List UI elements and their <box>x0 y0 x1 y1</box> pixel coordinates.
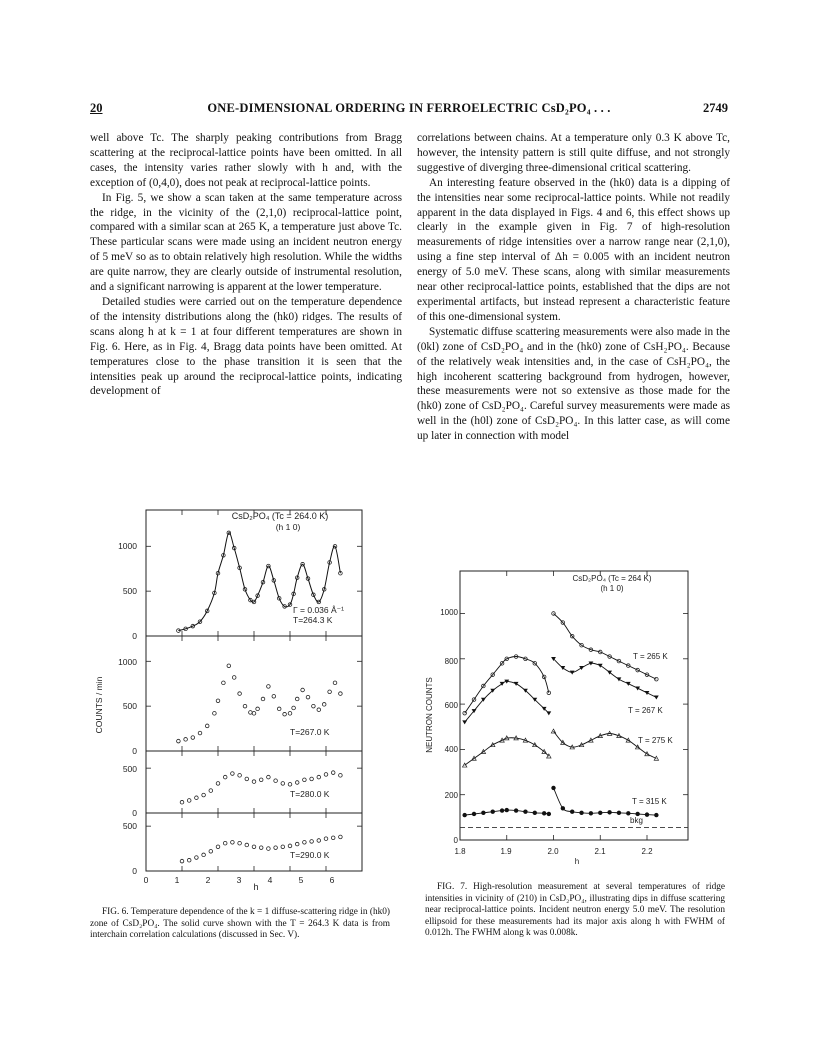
fig6-x-tick: 1 <box>174 875 180 885</box>
fig7-series-label: T = 265 K <box>633 652 668 661</box>
fig6-data-point <box>301 688 305 692</box>
fig7-data-point <box>514 682 519 686</box>
fig6-data-point <box>310 777 314 781</box>
fig6-data-point <box>213 712 217 716</box>
fig7-data-point <box>462 720 467 724</box>
fig6-temp-label: T=290.0 K <box>290 850 330 860</box>
fig6-data-point <box>288 782 292 786</box>
fig7-series-label: T = 267 K <box>628 706 663 715</box>
fig6-data-point <box>245 777 249 781</box>
fig6-data-point <box>339 692 343 696</box>
fig6-data-point <box>261 697 265 701</box>
fig6-data-point <box>177 739 181 743</box>
paragraph: In Fig. 5, we show a scan taken at the same temperature across the ridge, in the vicinity of the (2,1,0) reciprocal-lattice point, compared with a similar scan at 265 K, a temperature just above Tc. These particular scans were made using an incident neutron energy of 5 meV so as to obtain relatively high resolution. While the widths are quite narrow, they are clearly outside of instrumental resolution, and a significant narrowing is apparent at the lower temperature. <box>90 191 402 294</box>
fig6-data-point <box>245 843 249 847</box>
fig7-data-point <box>617 811 621 815</box>
fig6-data-point <box>202 853 206 857</box>
fig7-data-point <box>472 812 476 816</box>
fig6-data-point <box>317 839 321 843</box>
fig6-data-point <box>295 781 299 785</box>
fig7-series-label: bkg <box>630 816 643 825</box>
fig6-data-point <box>216 845 220 849</box>
fig6-data-point <box>317 775 321 779</box>
fig7-y-tick: 200 <box>444 791 458 800</box>
fig7-ylabel: NEUTRON COUNTS <box>425 677 434 753</box>
fig6-y-tick: 0 <box>132 631 137 641</box>
fig6-data-point <box>292 706 296 710</box>
fig6-data-point <box>202 793 206 797</box>
fig6-data-point <box>243 704 247 708</box>
fig6-data-point <box>231 772 235 776</box>
fig7-data-point <box>579 666 584 670</box>
fig6-data-point <box>324 773 328 777</box>
fig6-xlabel: h <box>253 882 259 892</box>
fig7-series-label: T = 315 K <box>632 797 667 806</box>
fig7-x-tick: 2.0 <box>547 847 559 856</box>
fig7-data-point <box>626 811 630 815</box>
fig6-data-point <box>267 775 271 779</box>
fig7-y-tick: 800 <box>444 657 458 666</box>
fig7-x-tick: 1.9 <box>500 847 512 856</box>
fig6-data-point <box>339 774 343 778</box>
fig6-data-point <box>238 692 242 696</box>
fig6-data-point <box>256 707 260 711</box>
fig6-data-point <box>216 782 220 786</box>
fig7-series-curve <box>465 738 549 766</box>
fig6-data-point <box>227 664 231 668</box>
paragraph: well above Tc. The sharply peaking contributions from Bragg scattering at the reciprocal-lattice points have been omitted. In all cases, the intensity varies rather slowly with h and, with the exception of (0,4,0), does not peak at reciprocal-lattice points. <box>90 132 402 189</box>
fig7-data-point <box>491 809 495 813</box>
fig7-data-point <box>533 811 537 815</box>
fig6-data-point <box>187 858 191 862</box>
fig6-x-tick: 2 <box>205 875 211 885</box>
fig6-y-tick: 0 <box>132 866 137 876</box>
fig7-y-tick: 600 <box>444 701 458 710</box>
fig6-y-tick: 500 <box>122 701 137 711</box>
fig6-x-tick: 5 <box>298 875 304 885</box>
fig7-data-point <box>635 686 640 690</box>
fig6-x-tick: 3 <box>236 875 242 885</box>
fig6-data-point <box>249 711 253 715</box>
fig6-subtitle: (h 1 0) <box>275 522 301 532</box>
fig7-data-point <box>546 711 551 715</box>
fig7-data-point <box>598 664 603 668</box>
fig6-data-point <box>267 847 271 851</box>
fig6-data-point <box>209 849 213 853</box>
fig7-data-point <box>617 677 622 681</box>
fig6-data-point <box>283 712 287 716</box>
fig6-data-point <box>259 778 263 782</box>
fig6-y-tick: 0 <box>132 746 137 756</box>
fig6-y-tick: 500 <box>122 586 137 596</box>
fig6-data-point <box>295 842 299 846</box>
fig6-data-point <box>328 690 332 694</box>
fig7-data-point <box>626 682 631 686</box>
fig6-temp-label: T=280.0 K <box>290 789 330 799</box>
fig7-title: CsD₂PO₄ (Tc = 264 K) <box>572 574 652 583</box>
fig6-data-point <box>333 681 337 685</box>
fig6-temp-label: T=264.3 K <box>293 615 333 625</box>
caption-text: FIG. 6. Temperature dependence of the k = 1 diffuse-scattering ridge in (hk0) zone of CsD₂PO₄. The solid curve shown with the T = 264.3 K data is from interchain correlation calculations (discussed in Sec. V). <box>90 907 390 941</box>
fig6-y-tick: 500 <box>122 764 137 774</box>
fig6-title: CsD₂PO₄ (Tc = 264.0 K) <box>231 511 329 521</box>
fig6-data-point <box>180 859 184 863</box>
fig6-data-point <box>252 780 256 784</box>
paragraph: correlations between chains. At a temperature only 0.3 K above Tc, however, the intensity pattern is still quite diffuse, and not strongly suggestive of diverging three-dimensional critical scattering. <box>417 132 730 174</box>
fig6-data-point <box>195 796 199 800</box>
paragraph: An interesting feature observed in the (hk0) data is a dipping of the intensities near some reciprocal-lattice points. While not readily apparent in the data displayed in Figs. 4 and 6, this effect shows up clearly in the example given in Fig. 7 of high-resolution measurements of ridge intensities over a narrow range near (2,1,0), using a fine step interval of Δh = 0.005 with an incident neutron energy of 5.0 meV. These scans, along with similar measurements near other reciprocal-lattice points, established that the dips are not experimental artifacts, but instead represent a characteristic feature of this one-dimensional system. <box>417 176 730 323</box>
fig6-data-point <box>238 774 242 778</box>
fig6-data-point <box>191 736 195 740</box>
fig7-data-point <box>570 809 574 813</box>
fig6-x-tick: 6 <box>329 875 335 885</box>
fig6-data-point <box>198 731 202 735</box>
fig6-data-point <box>205 724 209 728</box>
fig6-data-point <box>195 856 199 860</box>
fig6-y-tick: 500 <box>122 821 137 831</box>
fig6-data-point <box>272 694 276 698</box>
page-number: 20 <box>90 101 103 115</box>
fig6-data-point <box>331 771 335 775</box>
fig6-x-tick: 0 <box>143 875 149 885</box>
fig6-data-point <box>222 681 226 685</box>
figure-7-chart <box>420 565 725 873</box>
fig6-data-point <box>339 835 343 839</box>
fig7-series-curve <box>554 659 657 698</box>
fig6-data-point <box>288 712 292 716</box>
fig6-data-point <box>259 846 263 850</box>
fig7-data-point <box>598 811 602 815</box>
fig7-data-point <box>500 808 504 812</box>
fig7-data-point <box>645 691 650 695</box>
fig6-data-point <box>274 846 278 850</box>
fig6-data-point <box>223 841 227 845</box>
fig7-data-point <box>547 812 551 816</box>
fig6-data-point <box>306 695 310 699</box>
fig6-data-point <box>274 779 278 783</box>
fig7-data-point <box>505 808 509 812</box>
paragraph: Detailed studies were carried out on the temperature dependence of the intensity distributions along the (hk0) ridges. The results of scans along h at k = 1 at four different temperatures are shown in Fig. 6. Here, as in Fig. 4, Bragg data points have been omitted. At temperatures close to the phase transition it is seen that the intensities peak up around the reciprocal-lattice points, indicating development of <box>90 295 402 398</box>
fig6-data-point <box>303 840 307 844</box>
fig6-data-point <box>223 775 227 779</box>
fig6-y-tick: 1000 <box>118 657 137 667</box>
right-column <box>417 131 730 444</box>
fig7-data-point <box>551 729 555 733</box>
fig6-ylabel: COUNTS / min <box>94 676 104 734</box>
fig7-data-point <box>481 811 485 815</box>
fig7-data-point <box>579 811 583 815</box>
fig6-data-point <box>252 845 256 849</box>
fig6-data-point <box>303 778 307 782</box>
figure-7-caption <box>425 882 725 940</box>
fig7-y-tick: 400 <box>444 745 458 754</box>
fig6-data-point <box>231 840 235 844</box>
fig7-data-point <box>589 811 593 815</box>
fig7-xlabel: h <box>574 857 580 866</box>
fig7-series-curve <box>465 681 549 722</box>
fig6-data-point <box>281 782 285 786</box>
fig6-gamma-label: Γ = 0.036 Å⁻¹ <box>293 605 344 615</box>
fig6-data-point <box>267 685 271 689</box>
fig6-x-tick: 4 <box>267 875 273 885</box>
fig6-data-point <box>277 707 281 711</box>
fig6-data-point <box>288 844 292 848</box>
fig7-y-tick: 0 <box>453 836 458 845</box>
fig6-data-point <box>312 704 316 708</box>
fig6-data-point <box>238 841 242 845</box>
fig7-data-point <box>462 813 466 817</box>
fig6-data-point <box>232 676 236 680</box>
fig7-data-point <box>607 810 611 814</box>
fig7-x-tick: 2.2 <box>641 847 653 856</box>
figure-6-caption <box>90 907 390 942</box>
fig6-data-point <box>322 703 326 707</box>
fig7-y-tick: 1000 <box>440 608 458 617</box>
fig7-data-point <box>645 812 649 816</box>
fig7-data-point <box>654 696 659 700</box>
fig6-data-point <box>295 697 299 701</box>
fig7-data-point <box>542 811 546 815</box>
fig6-data-point <box>331 836 335 840</box>
running-header <box>90 101 728 121</box>
fig6-data-point <box>216 699 220 703</box>
page-number-right: 2749 <box>703 101 728 115</box>
fig7-data-point <box>523 809 527 813</box>
figure-6-chart <box>90 500 390 895</box>
fig6-data-point <box>317 708 321 712</box>
caption-text: FIG. 7. High-resolution measurement at several temperatures of ridge intensities in vicinity of (210) in CsD₂PO₄, illustrating dips in diffuse scattering near reciprocal-lattice points. Incident neutron energy 5.0 meV. The resolution ellipsoid for these measurements had its major axis along h with FWHM of 0.012h. The FWHM along k was 0.008k. <box>425 882 725 939</box>
fig6-y-tick: 0 <box>132 808 137 818</box>
left-column <box>90 131 402 399</box>
fig7-series-label: T = 275 K <box>638 736 673 745</box>
fig6-data-point <box>281 845 285 849</box>
fig6-data-point <box>180 800 184 804</box>
running-title: ONE-DIMENSIONAL ORDERING IN FERROELECTRIC CsD₂PO₄ . . . <box>207 101 611 115</box>
paragraph: Systematic diffuse scattering measurements were also made in the (0kl) zone of CsD₂PO₄ and in the (hk0) zone of CsH₂PO₄. Because of the relatively weak intensities and, in the case of CsH₂PO₄, the high incoherent scattering background from hydrogen, however, these measurements were not so extensive as those made for the (hk0) zone of CsD₂PO₄. Careful survey measurements were made as well in the (h0l) zone of CsD₂PO₄. In this latter case, as will come up later in connection with model <box>417 325 730 443</box>
fig7-x-tick: 1.8 <box>454 847 466 856</box>
fig7-data-point <box>655 677 659 681</box>
fig7-x-tick: 2.1 <box>594 847 606 856</box>
fig6-data-point <box>184 738 188 742</box>
fig6-temp-label: T=267.0 K <box>290 727 330 737</box>
fig6-data-point <box>252 712 256 716</box>
fig6-data-point <box>310 840 314 844</box>
fig6-data-point <box>187 799 191 803</box>
fig6-data-point <box>324 837 328 841</box>
fig6-data-point <box>209 789 213 793</box>
fig7-data-point <box>654 813 658 817</box>
fig6-y-tick: 1000 <box>118 541 137 551</box>
fig7-data-point <box>561 806 565 810</box>
fig7-subtitle: (h 1 0) <box>600 584 624 593</box>
fig7-data-point <box>514 808 518 812</box>
fig7-series-curve <box>554 614 657 680</box>
fig7-data-point <box>551 786 555 790</box>
